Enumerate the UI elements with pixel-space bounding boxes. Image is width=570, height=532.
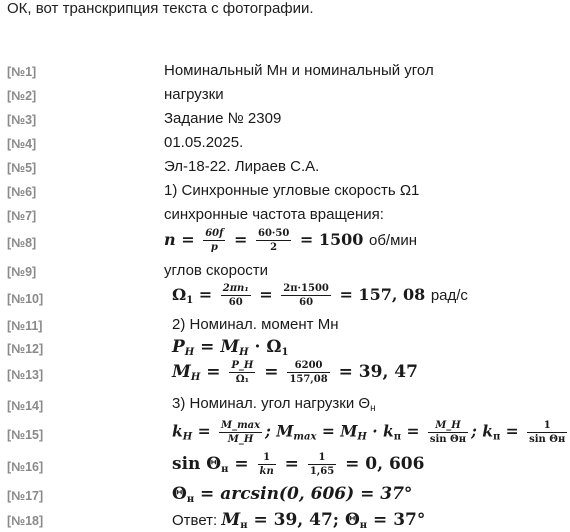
formula: n = $\frac{60f}{p}$ = $\frac{60\cdot 50}{2}$ = 1500 об/мин [164, 228, 418, 253]
line-number: [№6] [7, 185, 37, 199]
line-number: [№2] [7, 89, 37, 103]
line-text: 01.05.2025. [164, 134, 244, 151]
fraction: $\frac{M\_H}{\text{sin Θн}}$ [429, 420, 467, 445]
line-number: [№15] [7, 428, 44, 442]
formula: $M_H$ = $\frac{P\_H}{\text{Ω₁}}$ = $\frac{6200}{157,08}$ = 39, 47 [172, 360, 418, 385]
line-number: [№11] [7, 319, 43, 333]
line-text: нагрузки [164, 86, 224, 103]
line-number: [№10] [7, 292, 44, 306]
line-number: [№14] [7, 399, 44, 413]
line-text: 2) Номинал. момент Мн [172, 316, 339, 333]
fraction: $\frac{M\_\max}{M\_H}$ [221, 420, 261, 445]
fraction: $\frac{1}{\text{sin Θн}}$ [529, 420, 566, 445]
line-number: [№12] [7, 342, 44, 356]
fraction: $\frac{60f}{p}$ [205, 228, 224, 253]
line-text: углов скорости [164, 262, 269, 279]
line-number: [№17] [7, 489, 44, 503]
line-number: [№16] [7, 460, 44, 474]
answer-line: Ответ: $M_н = 39$, 47; $\Theta_н = 37^\circ$ [172, 510, 426, 531]
formula: $\sin \Theta_н$ = $\frac{1}{kп}$ = $\frac{1}{1,65}$ = 0, 606 [172, 452, 425, 477]
formula: $\Theta_н = \arcsin(0$, 606) = 37° [172, 484, 413, 505]
line-text: Номинальный Мн и номинальный угол [164, 62, 434, 79]
line-number: [№18] [7, 514, 44, 528]
fraction: $\frac{60\cdot 50}{2}$ [257, 228, 290, 253]
line-text: синхронные частота вращения: [164, 206, 384, 223]
fraction: $\frac{\text{2πn₁}}{60}$ [222, 283, 249, 308]
line-text: 1) Синхронные угловые скорость Ω1 [164, 182, 420, 199]
formula: $P_H = M_H \cdot \Omega_1$ [172, 337, 289, 358]
fraction: $\frac{6200}{157,08}$ [289, 360, 328, 385]
fraction: $\frac{1}{kп}$ [259, 452, 274, 477]
line-number: [№13] [7, 368, 44, 382]
formula: $k_H$ = $\frac{M\_\max}{M\_H}$ ; $M_{max} = M_H \cdot k_п$ = $\frac{M\_H}{\text{sin Θн}}$ ; $k_п$ = $\frac{1}{\text{sin Θн}}$ [172, 420, 566, 445]
line-number: [№9] [7, 265, 37, 279]
line-text: Задание № 2309 [164, 110, 282, 127]
line-number: [№7] [7, 209, 37, 223]
line-number: [№8] [7, 236, 37, 250]
fraction: $\frac{2\pi\cdot 1500}{60}$ [283, 283, 329, 308]
line-number: [№3] [7, 113, 37, 127]
fraction: $\frac{1}{1,65}$ [309, 452, 335, 477]
line-number: [№5] [7, 161, 37, 175]
formula: $\Omega_1$ = $\frac{\text{2πn₁}}{60}$ = $\frac{2\pi\cdot 1500}{60}$ = 157, 08 рад/с [172, 283, 468, 308]
line-number: [№4] [7, 137, 37, 151]
fraction: $\frac{P\_H}{\text{Ω₁}}$ [231, 360, 254, 385]
intro-text: ОК, вот транскрипция текста с фотографии. [7, 0, 314, 17]
line-number: [№1] [7, 65, 37, 79]
line-text: Эл-18-22. Лираев С.А. [164, 158, 320, 175]
line-text: 3) Номинал. угол нагрузки $\Theta_н$ [172, 395, 376, 414]
